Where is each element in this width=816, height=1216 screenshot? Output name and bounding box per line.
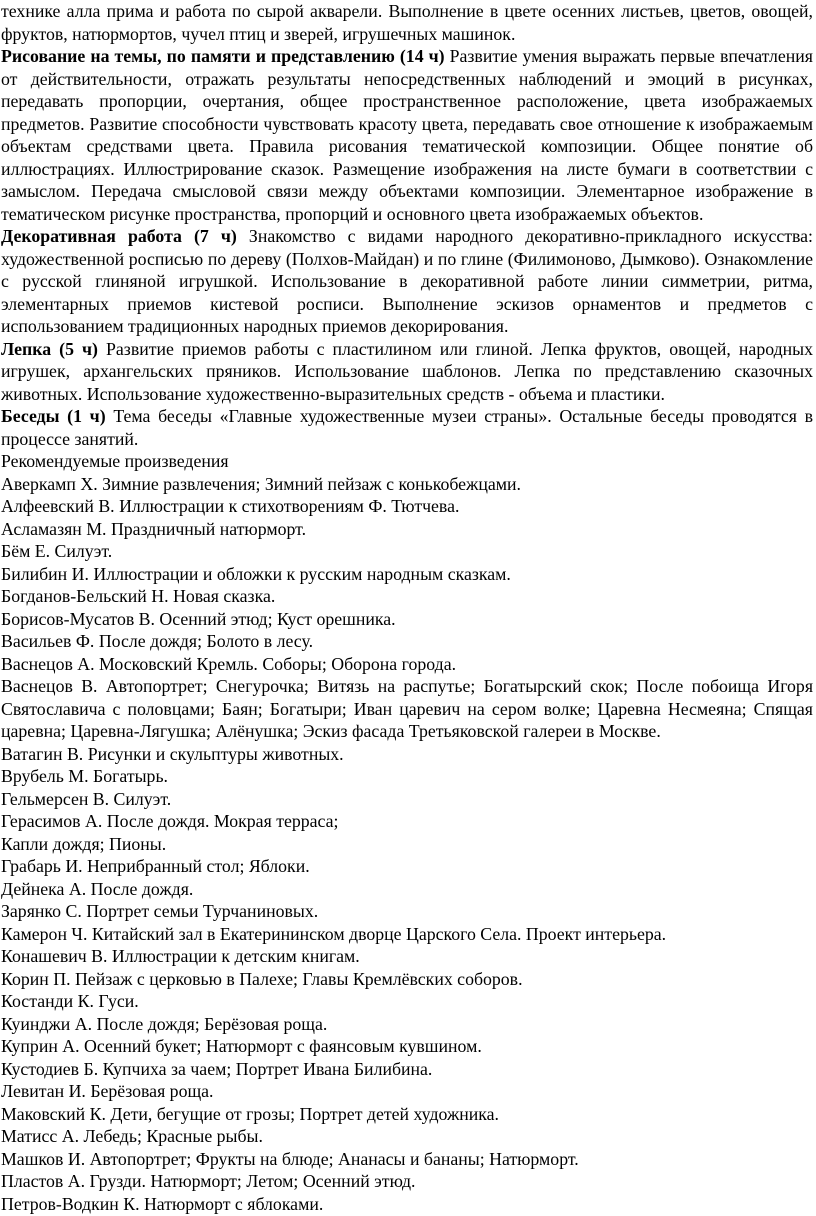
list-item: Куинджи А. После дождя; Берёзовая роща. [1,1013,328,1034]
list-item: Васнецов В. Автопортрет; Снегурочка; Витязь на распутье; Богатырский скок; После побоища Игоря Святославича с половцами; Баян; Богатыри; Иван царевич на сером волке; Царевна Несмеяна; Спящая царевна; Царевна-Лягушка; Алёнушка; Эскиз фасада Третьяковской галереи в Москве. [1,676,813,741]
list-item: Бём Е. Силуэт. [1,541,113,561]
section-decorative-work [1,225,813,338]
list-item: Васнецов А. Московский Кремль. Соборы; Оборона города. [1,653,457,674]
list-item: Богданов-Бельский Н. Новая сказка. [1,586,276,606]
list-item: Левитан И. Берёзовая роща. [1,1081,214,1101]
list-item: Костанди К. Гуси. [1,991,139,1011]
list-item: Дейнека А. После дождя. [1,878,194,899]
section-drawing-themes [1,45,813,225]
list-item: Капли дождя; Пионы. [1,833,167,854]
section-heading: Декоративная работа (7 ч) [1,226,237,246]
section-heading: Рисование на темы, по памяти и представлению (14 ч) [1,46,445,66]
list-item: Ватагин В. Рисунки и скульптуры животных. [1,743,344,764]
section-text: Развитие умения выражать первые впечатления от действительности, отражать результаты непосредственных наблюдений и эмоций в рисунках, передавать пропорции, очертания, общее пространственное расположение, цвета изображаемых предметов. Развитие способности чувствовать красоту цвета, передавать свое отношение к изображаемым объектам средствами цвета. Правила рисования тематической композиции. Общее понятие об иллюстрациях. Иллюстрирование сказок. Размещение изображения на листе бумаги в соответствии с замыслом. Передача смысловой связи между объектами композиции. Элементарное изображение в тематическом рисунке пространства, пропорций и основного цвета изображаемых объектов. [1,46,813,224]
list-item: Корин П. Пейзаж с церковью в Палехе; Главы Кремлёвских соборов. [1,968,523,989]
intro-paragraph: технике алла прима и работа по сырой акварели. Выполнение в цвете осенних листьев, цветов, овощей, фруктов, натюрмортов, чучел птиц и зверей, игрушечных машинок. [1,1,813,44]
list-item: Аверкамп Х. Зимние развлечения; Зимний пейзаж с конькобежцами. [1,473,521,494]
section-modeling [1,338,813,406]
list-item: Борисов-Мусатов В. Осенний этюд; Куст орешника. [1,608,396,629]
section-heading: Лепка (5 ч) [1,338,98,359]
list-item: Куприн А. Осенний букет; Натюрморт с фаянсовым кувшином. [1,1036,482,1056]
list-item: Гельмерсен В. Силуэт. [1,788,172,809]
section-text: Знакомство с видами народного декоративно-прикладного искусства: художественной росписью по дереву (Полхов-Майдан) и по глине (Филимоново, Дымково). Ознакомление с русской глиняной игрушкой. Использование в декоративной работе линии симметрии, ритма, элементарных приемов кистевой росписи. Выполнение эскизов орнаментов и предметов с использованием традиционных народных приемов декорирования. [1,226,813,336]
section-talks [1,405,813,450]
list-item: Зарянко С. Портрет семьи Турчаниновых. [1,901,319,921]
list-item: Кустодиев Б. Купчиха за чаем; Портрет Ивана Билибина. [1,1058,433,1079]
section-heading: Беседы (1 ч) [1,406,106,426]
list-item: Врубель М. Богатырь. [1,766,168,786]
list-item: Петров-Водкин К. Натюрморт с яблоками. [1,1193,324,1214]
list-item: Алфеевский В. Иллюстрации к стихотворениям Ф. Тютчева. [1,496,460,516]
list-item: Матисс А. Лебедь; Красные рыбы. [1,1126,263,1146]
list-item: Пластов А. Грузди. Натюрморт; Летом; Осенний этюд. [1,1171,416,1191]
list-item: Грабарь И. Неприбранный стол; Яблоки. [1,856,310,876]
section-text: Развитие приемов работы с пластилином или глиной. Лепка фруктов, овощей, народных игрушек, архангельских пряников. Использование шаблонов. Лепка по представлению сказочных животных. Использование художественно-выразительных средств - объема и пластики. [1,338,813,404]
list-item: Маковский К. Дети, бегущие от грозы; Портрет детей художника. [1,1103,499,1124]
list-item: Машков И. Автопортрет; Фрукты на блюде; Ананасы и бананы; Натюрморт. [1,1148,579,1169]
list-item: Асламазян М. Праздничный натюрморт. [1,518,307,539]
section-text: Тема беседы «Главные художественные музеи страны». Остальные беседы проводятся в процессе занятий. [1,406,813,449]
list-item: Билибин И. Иллюстрации и обложки к русским народным сказкам. [1,563,511,584]
list-item: Герасимов А. После дождя. Мокрая терраса; [1,811,339,831]
list-item: Васильев Ф. После дождя; Болото в лесу. [1,631,314,651]
list-item: Камерон Ч. Китайский зал в Екатерининском дворце Царского Села. Проект интерьера. [1,923,667,944]
list-item: Конашевич В. Иллюстрации к детским книгам. [1,946,360,966]
works-title: Рекомендуемые произведения [1,451,229,471]
recommended-works-list [1,473,813,1216]
